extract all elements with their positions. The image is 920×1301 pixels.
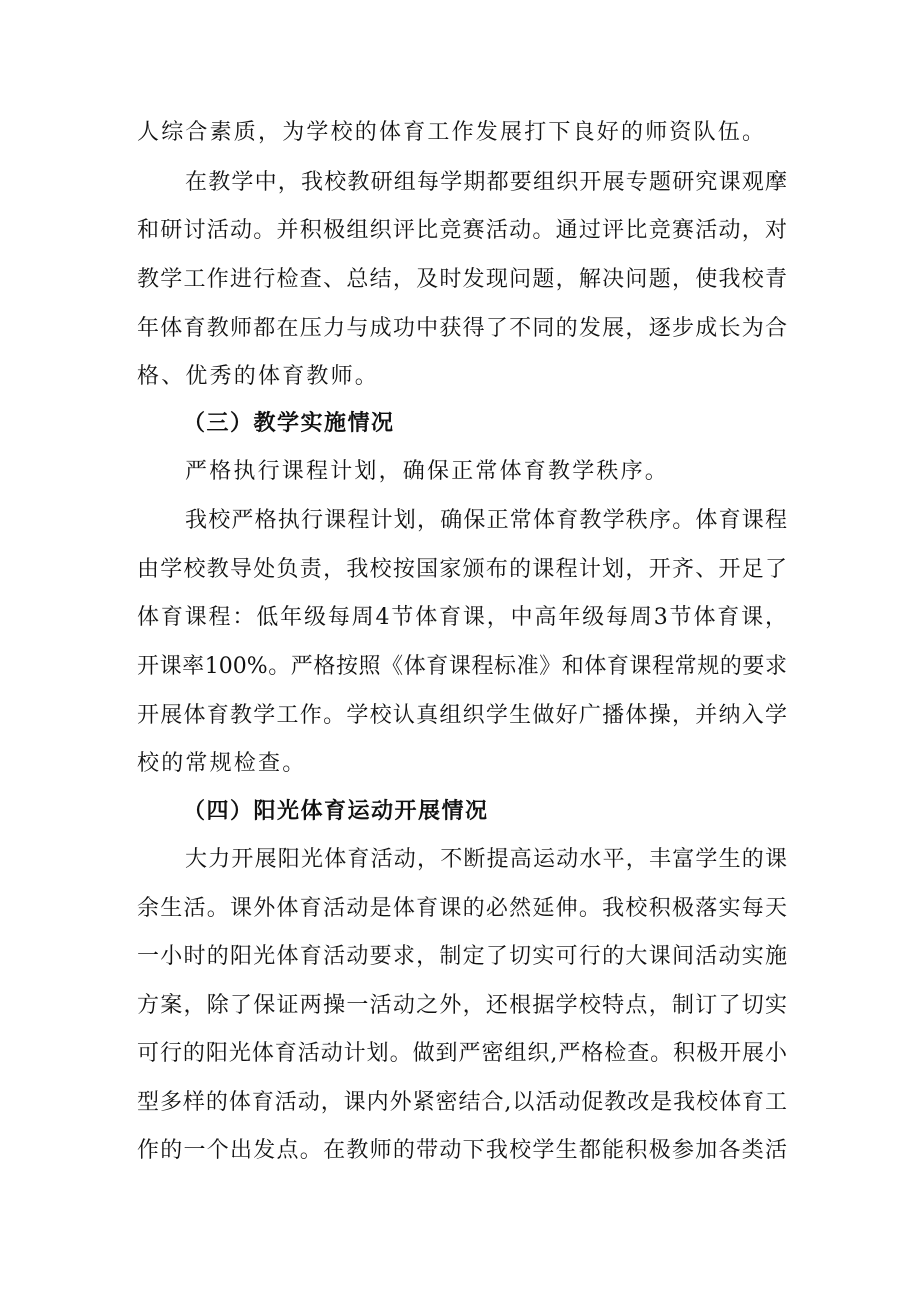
section-heading: （三）教学实施情况 [183, 411, 395, 436]
paragraph-line: 型多样的体育活动，课内外紧密结合,以活动促教改是我校体育工 [137, 1090, 787, 1115]
paragraph-line: 年体育教师都在压力与成功中获得了不同的发展，逐步成长为合 [137, 316, 787, 341]
paragraph-line: 校的常规检查。 [137, 751, 307, 776]
paragraph-line: 大力开展阳光体育活动，不断提高运动水平，丰富学生的课 [185, 847, 787, 872]
paragraph-line: 由学校教导处负责，我校按国家颁布的课程计划，开齐、开足了 [137, 557, 787, 582]
paragraph-line: 余生活。课外体育活动是体育课的必然延伸。我校积极落实每天 [137, 896, 787, 921]
paragraph-line: 一小时的阳光体育活动要求，制定了切实可行的大课间活动实施 [137, 944, 787, 969]
paragraph-line: 体育课程：低年级每周4节体育课，中高年级每周3节体育课， [137, 605, 787, 630]
paragraph-line: 在教学中，我校教研组每学期都要组织开展专题研究课观摩 [185, 170, 787, 195]
paragraph-line: 作的一个出发点。在教师的带动下我校学生都能积极参加各类活 [137, 1138, 787, 1163]
paragraph-line: 和研讨活动。并积极组织评比竞赛活动。通过评比竞赛活动，对 [137, 218, 787, 243]
paragraph-line: 人综合素质，为学校的体育工作发展打下良好的师资队伍。 [137, 120, 767, 145]
paragraph-line: 可行的阳光体育活动计划。做到严密组织,严格检查。积极开展小 [137, 1041, 787, 1066]
section-heading: （四）阳光体育运动开展情况 [183, 799, 489, 824]
paragraph-line: 我校严格执行课程计划，确保正常体育教学秩序。体育课程 [185, 508, 787, 533]
paragraph-line: 开展体育教学工作。学校认真组织学生做好广播体操，并纳入学 [137, 703, 787, 728]
paragraph-line: 开课率100%。严格按照《体育课程标准》和体育课程常规的要求 [137, 654, 787, 679]
paragraph-line: 严格执行课程计划，确保正常体育教学秩序。 [185, 459, 670, 484]
paragraph-line: 教学工作进行检查、总结，及时发现问题，解决问题，使我校青 [137, 267, 787, 292]
paragraph-line: 方案，除了保证两操一活动之外，还根据学校特点，制订了切实 [137, 993, 787, 1018]
paragraph-line: 格、优秀的体育教师。 [137, 364, 380, 389]
